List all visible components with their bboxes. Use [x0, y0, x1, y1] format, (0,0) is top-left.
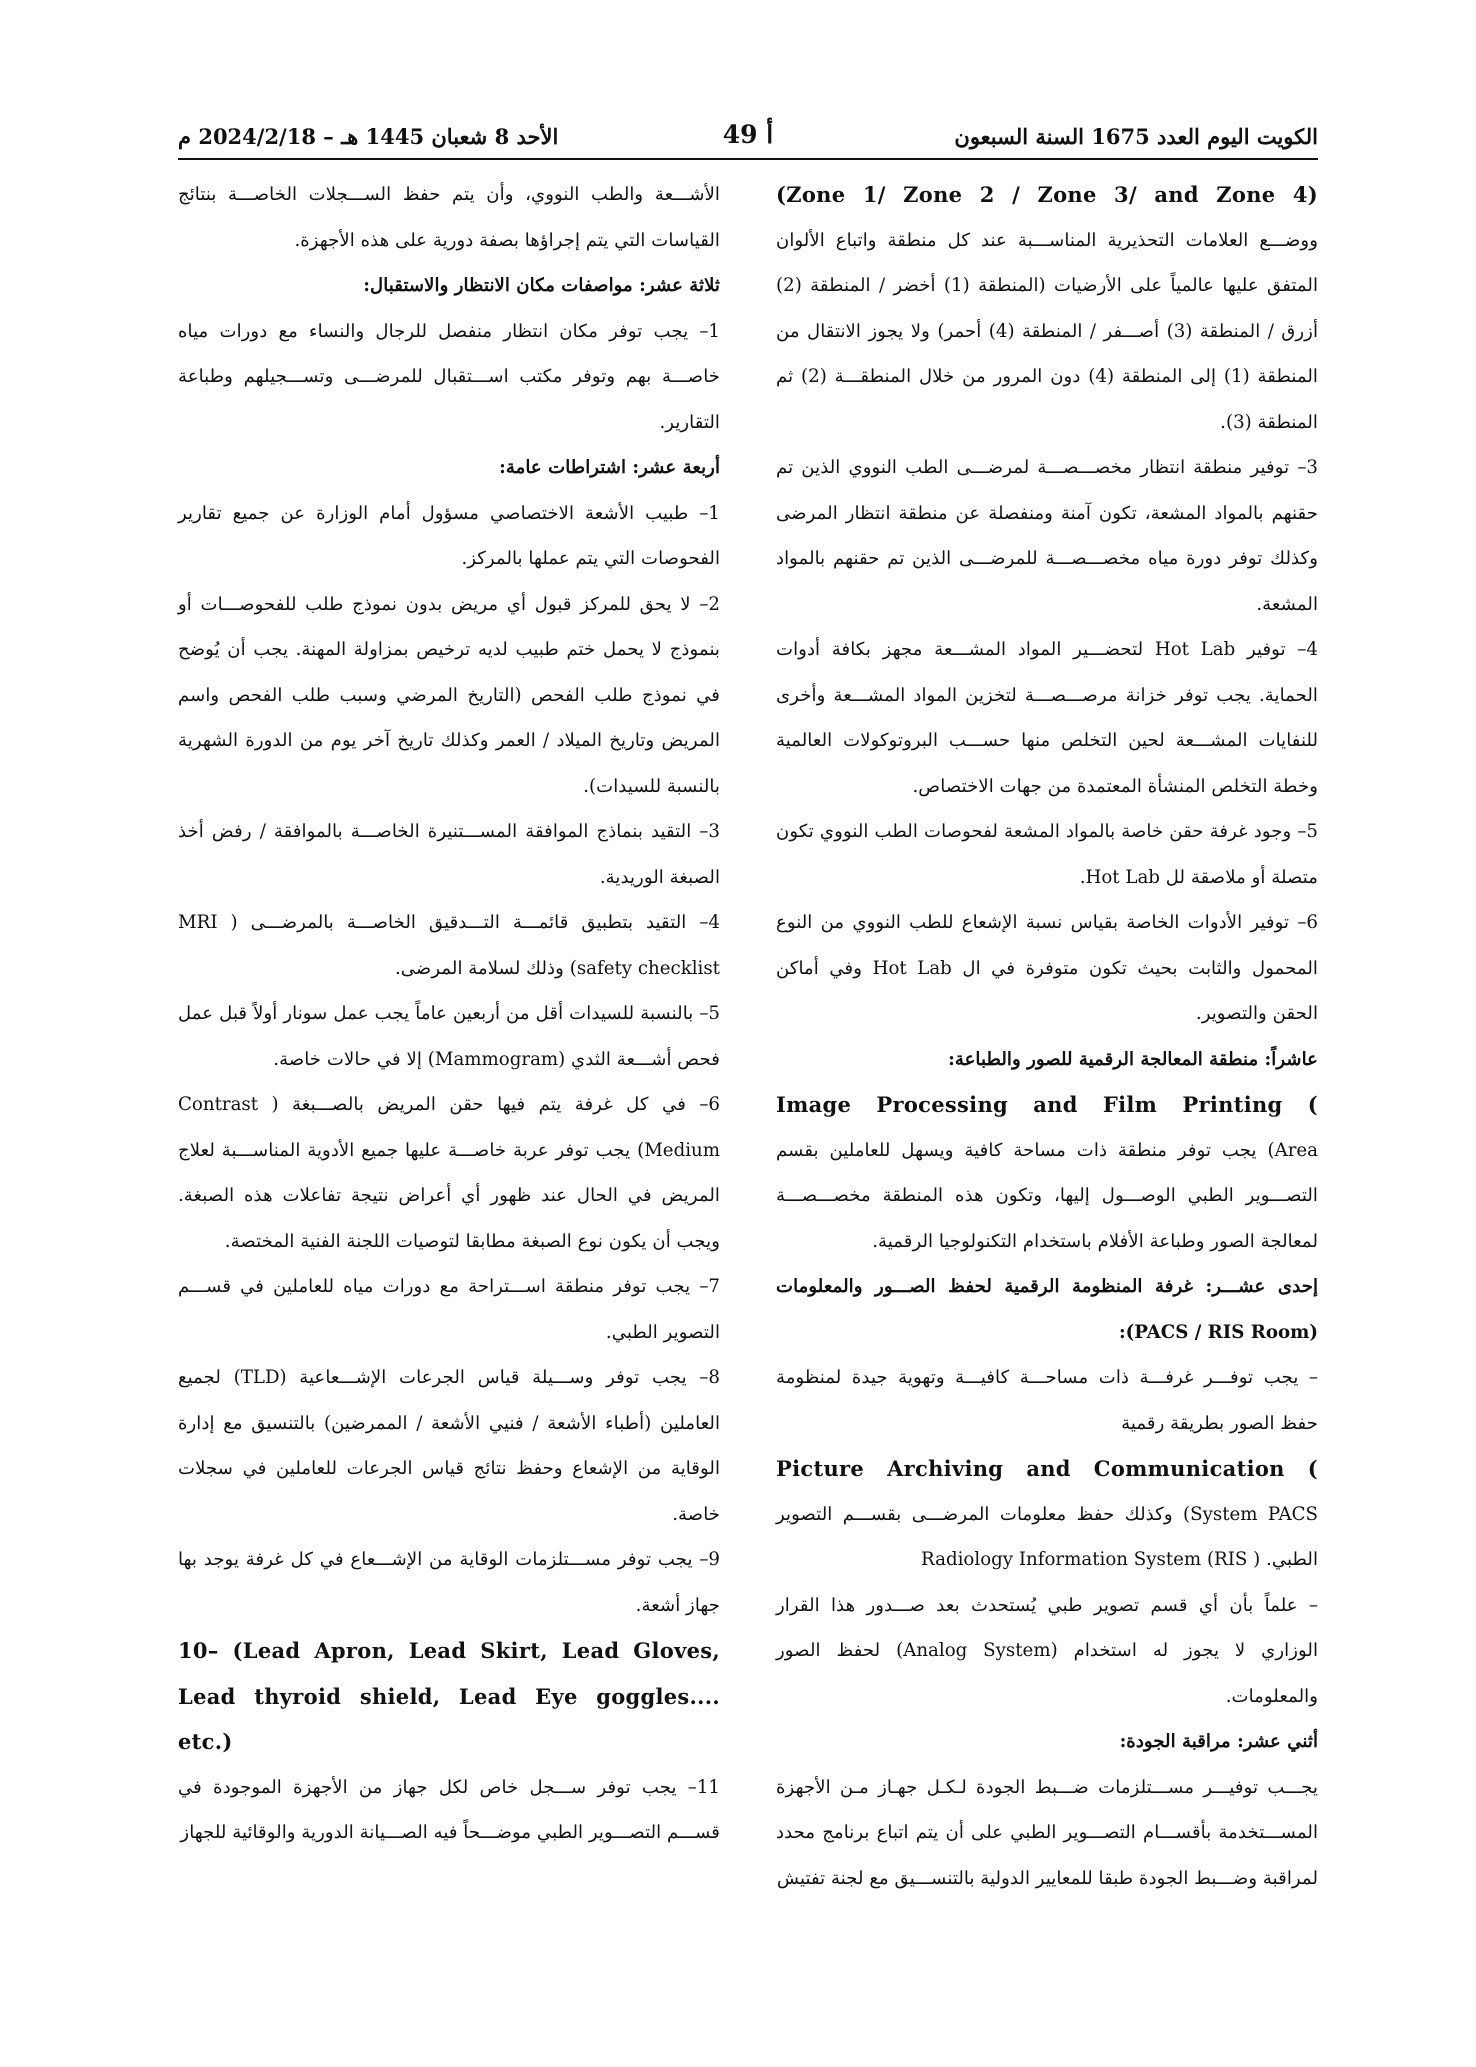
- header-page-number: أ 49: [722, 120, 774, 149]
- english-term-image-processing: Image Processing and Film Printing (: [776, 1092, 1318, 1117]
- paragraph-item-3: 3– توفير منطقة انتظار مخصـــصـــة لمرضـــى الطب النووي الذين تم حقنهم بالمواد المشعة، تكون آمنة ومنفصلة عن منطقة انتظار المرضى وكذلك توفر دورة مياه مخصـــصـــة للمرضـــى الذين تم حقنهم بالمواد المشعة.: [776, 457, 1318, 615]
- section-heading-12: أثني عشر: مراقبة الجودة:: [1119, 1731, 1318, 1752]
- paragraph-general-7: 7– يجب توفر منطقة اســـتراحة مع دورات مياه للعاملين في قســـم التصوير الطبي.: [178, 1276, 720, 1343]
- paragraph-general-6: 6– في كل غرفة يتم فيها حقن المريض بالصـــبغة ( Contrast Medium) يجب توفر عربة خاصـــة عليها جميع الأدوية المناســـبة لعلاج المريض في الحال عند ظهور أي أعراض نتيجة تفاعلات هذه الصبغة. ويجب أن يكون نوع الصبغة مطابقا لتوصيات اللجنة الفنية المختصة.: [178, 1094, 720, 1252]
- left-column: [178, 172, 720, 1856]
- header-issue: الكويت اليوم العدد 1675 السنة السبعون: [954, 124, 1318, 149]
- header-date: الأحد 8 شعبان 1445 هـ – 2024/2/18 م: [178, 124, 559, 149]
- page-header: [178, 118, 1318, 156]
- section-heading-11: إحدى عشـــر: غرفة المنظومة الرقمية لحفظ الصـــور والمعلومات (PACS / RIS Room):: [776, 1276, 1318, 1343]
- paragraph-general-11: 11– يجب توفر ســـجل خاص لكل جهاز من الأجهزة الموجودة في قســـم التصـــوير الطبي موضـــحاً فيه الصـــيانة الدورية والوقائية للجهاز: [178, 1776, 720, 1843]
- paragraph-general-2: 2– لا يحق للمركز قبول أي مريض بدون نموذج طلب للفحوصـــات أو بنموذج لا يحمل ختم طبيب لديه ترخيص بمزاولة المهنة. يجب أن يُوضح في نموذج طلب الفحص (التاريخ المرضي وسبب طلب الفحص واسم المريض وتاريخ الميلاد / العمر وكذلك تاريخ آخر يوم من الدورة الشهرية بالنسبة للسيدات).: [178, 593, 720, 797]
- paragraph-general-3: 3– التقيد بنماذج الموافقة المســـتنيرة الخاصـــة بالموافقة / رفض أخذ الصبغة الوريدية.: [178, 821, 720, 888]
- paragraph-general-1: 1– طبيب الأشعة الاختصاصي مسؤول أمام الوزارة عن جميع تقارير الفحوصات التي يتم عملها بالمركز.: [178, 502, 720, 569]
- section-heading-10: عاشراً: منطقة المعالجة الرقمية للصور والطباعة:: [948, 1048, 1318, 1070]
- paragraph-quality-control: يجـــب توفيـــر مســـتلزمات ضـــبط الجودة لـكـل جهـاز مـن الأجهزة المســـتخدمة بأقســـام التصـــوير الطبي على أن يتم اتباع برنامج محدد لمراقبة وضـــبط الجودة طبقا للمعايير الدولية بالتنســـيق مع لجنة تفتيش: [776, 1776, 1318, 1889]
- section-heading-14: أربعة عشر: اشتراطات عامة:: [499, 457, 720, 478]
- paragraph-general-8: 8– يجب توفر وســـيلة قياس الجرعات الإشـــعاعية (TLD) لجميع العاملين (أطباء الأشعة / فنيي الأشعة / الممرضين) بالتنسيق مع إدارة الوقاية من الإشعاع وحفظ نتائج قياس الجرعات للعاملين في سجلات خاصة.: [178, 1367, 720, 1525]
- paragraph-zone-marking: ووضـــع العلامات التحذيرية المناســـبة عند كل منطقة واتباع الألوان المتفق عليها عالمياً على الأرضيات (المنطقة (1) أخضر / المنطقة (2) أزرق / المنطقة (3) أصـــفر / المنطقة (4) أحمر) ولا يجوز الانتقال من المنطقة (1) إلى المنطقة (4) دون المرور من خلال المنطقـــة (2) ثم المنطقة (3).: [776, 229, 1319, 433]
- paragraph-general-9: 9– يجب توفر مســـتلزمات الوقاية من الإشـــعاع في كل غرفة يوجد بها جهاز أشعة.: [178, 1549, 720, 1616]
- paragraph-waiting-1: 1– يجب توفر مكان انتظار منفصل للرجال والنساء مع دورات مياه خاصـــة بهم وتوفر مكتب اســـتقبال للمرضـــى وتســـجيلهم وطباعة التقارير.: [178, 320, 720, 433]
- right-column: [776, 172, 1318, 1901]
- paragraph-pacs-room: – يجب توفـــر غرفـــة ذات مساحـــة كافيـــة وتهوية جيدة لمنظومة حفظ الصور بطريقة رقمية: [776, 1367, 1318, 1434]
- paragraph-pacs-system: System PACS) وكذلك حفظ معلومات المرضـــى بقســـم التصوير الطبي. ( Radiology Information System (RIS: [776, 1503, 1318, 1570]
- header-rule: [178, 158, 1318, 160]
- paragraph-item-6: 6– توفير الأدوات الخاصة بقياس نسبة الإشعاع للطب النووي من النوع المحمول والثابت بحيث تكون متوفرة في ال Hot Lab وفي أماكن الحقن والتصوير.: [776, 912, 1318, 1024]
- paragraph-item-5: 5– وجود غرفة حقن خاصة بالمواد المشعة لفحوصات الطب النووي تكون متصلة أو ملاصقة لل Hot Lab.: [776, 821, 1318, 888]
- english-term-pacs: Picture Archiving and Communication (: [776, 1456, 1318, 1481]
- zones-list: (Zone 1/ Zone 2 / Zone 3/ and Zone 4): [776, 182, 1318, 207]
- paragraph-item-4: 4– توفير Hot Lab لتحضـــير المواد المشـــعة مجهز بكافة أدوات الحماية. يجب توفر خزانة مرصـــصـــة لتخزين المواد المشـــعة وأخرى للنفايات المشـــعة لحين التخلص منها حســـب البروتوكولات العالمية وخطة التخلص المنشأة المعتمدة من جهات الاختصاص.: [776, 639, 1318, 797]
- paragraph-general-5: 5– بالنسبة للسيدات أقل من أربعين عاماً يجب عمل سونار أولاً قبل عمل فحص أشـــعة الثدي (Mammogram) إلا في حالات خاصة.: [178, 1003, 720, 1070]
- paragraph-general-10: 10– (Lead Apron, Lead Skirt, Lead Gloves, Lead thyroid shield, Lead Eye goggles.... etc.): [178, 1638, 720, 1754]
- paragraph-analog-system: – علماً بأن أي قسم تصوير طبي يُستحدث بعد صـــدور هذا القرار الوزاري لا يجوز له استخدام (Analog System) لحفظ الصور والمعلومات.: [776, 1594, 1319, 1707]
- section-heading-13: ثلاثة عشر: مواصفات مكان الانتظار والاستقبال:: [363, 275, 720, 296]
- paragraph-general-4: 4– التقيد بتطبيق قائمـــة التـــدقيق الخاصـــة بالمرضـــى ( MRI safety checklist) وذلك لسلامة المرضى.: [178, 912, 720, 979]
- paragraph-continuation: الأشـــعة والطب النووي، وأن يتم حفظ الســـجلات الخاصـــة بنتائج القياسات التي يتم إجراؤها بصفة دورية على هذه الأجهزة.: [178, 184, 720, 251]
- paragraph-image-processing: Area) يجب توفر منطقة ذات مساحة كافية ويسهل للعاملين بقسم التصـــوير الطبي الوصـــول إليها، وتكون هذه المنطقة مخصـــصـــة لمعالجة الصور وطباعة الأفلام باستخدام التكنولوجيا الرقمية.: [776, 1139, 1318, 1252]
